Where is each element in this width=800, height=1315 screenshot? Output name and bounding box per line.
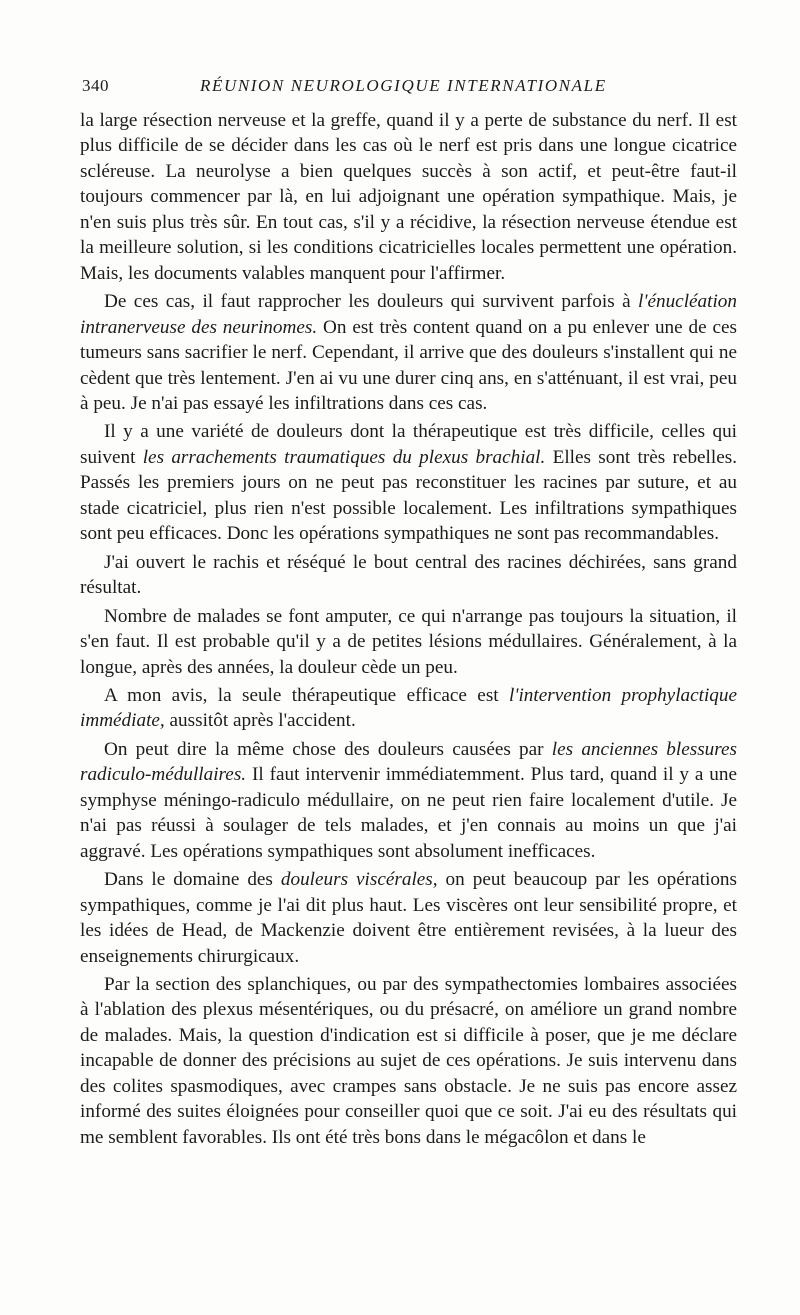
- paragraph-1-text: la large résection nerveuse et la greffe, quand il y a perte de substance du nerf. Il est plus difficile de se décider dans les cas où le nerf est pris dans une longue cicatrice scléreuse. La neurolyse a bien quelques succès à son actif, et peut-être faut-il toujours commencer par là, en lui adjoignant une opération sympathique. Mais, je n'en suis plus très sûr. En tout cas, s'il y a récidive, la résection nerveuse étendue est la meilleure solution, si les conditions cicatricielles locales permettent une opération. Mais, les documents valables manquent pour l'affirmer.: [80, 110, 737, 284]
- paragraph-8: [80, 867, 737, 969]
- paragraph-4: [80, 550, 737, 601]
- paragraph-2-italic: l'énucléation intranerveuse des neurinomes.: [80, 291, 737, 338]
- paragraph-8-text-a: Dans le domaine des: [104, 869, 281, 891]
- paragraph-6-text-b: aussitôt après l'accident.: [164, 710, 356, 732]
- journal-title: RÉUNION NEUROLOGIQUE INTERNATIONALE: [200, 76, 607, 95]
- page-number: 340: [82, 76, 109, 95]
- paragraph-3-text-a: Il y a une variété de douleurs dont la thérapeutique est très difficile, celles qui suivent: [80, 421, 737, 468]
- paragraph-8-text-b: on peut beaucoup par les opérations sympathiques, comme je l'ai dit plus haut. Les viscères ont leur sensibilité propre, et les idées de Head, de Mackenzie doivent être entièrement revisées, à la lueur des enseignements chirurgicaux.: [80, 869, 737, 967]
- paragraph-7-italic: les anciennes blessures radiculo-médullaires.: [80, 738, 738, 786]
- paragraph-6-text-a: A mon avis, la seule thérapeutique efficace est: [104, 684, 510, 706]
- paragraph-2: [80, 289, 737, 416]
- paragraph-6-italic: l'intervention prophylactique immédiate,: [80, 684, 737, 732]
- paragraph-9: [80, 972, 737, 1150]
- paragraph-3-italic: les arrachements traumatiques du plexus brachial.: [142, 446, 546, 468]
- body-text: [80, 108, 737, 1150]
- paragraph-4-text: J'ai ouvert le rachis et réséqué le bout central des racines déchirées, sans grand résultat.: [80, 551, 737, 599]
- paragraph-8-italic: douleurs viscérales,: [280, 869, 438, 891]
- paragraph-2-text-a: De ces cas, il faut rapprocher les douleurs qui survivent parfois à: [104, 291, 639, 313]
- paragraph-6: [80, 683, 737, 734]
- paragraph-3-text-b: Elles sont très rebelles. Passés les premiers jours on ne peut pas reconstituer les racines par suture, et au stade cicatriciel, plus rien n'est possible localement. Les infiltrations sympathiques sont peu efficaces. Donc les opérations sympathiques ne sont pas recommandables.: [80, 446, 737, 545]
- paragraph-7: [80, 737, 737, 864]
- paragraph-1: [80, 108, 737, 286]
- paragraph-7-text-a: On peut dire la même chose des douleurs causées par: [104, 738, 552, 760]
- running-head: [82, 76, 737, 100]
- paragraph-3: [80, 419, 737, 546]
- paragraph-5-text: Nombre de malades se font amputer, ce qui n'arrange pas toujours la situation, il s'en faut. Il est probable qu'il y a de petites lésions médullaires. Généralement, à la longue, après des années, la douleur cède un peu.: [80, 605, 737, 678]
- paragraph-7-text-b: Il faut intervenir immédiatemment. Plus tard, quand il y a une symphyse méningo-radiculo médullaire, on ne peut rien faire localement d'utile. Je n'ai pas réussi à soulager de tels malades, et j'en connais au moins un que j'ai aggravé. Les opérations sympathiques sont absolument inefficaces.: [80, 764, 737, 862]
- paragraph-2-text-b: On est très content quand on a pu enlever une de ces tumeurs sans sacrifier le nerf. Cependant, il arrive que des douleurs s'installent qui ne cèdent que très lentement. J'en ai vu une durer cinq ans, en s'atténuant, il est vrai, peu à peu. Je n'ai pas essayé les infiltrations dans ces cas.: [80, 316, 737, 414]
- paragraph-5: [80, 604, 737, 680]
- paragraph-9-text: Par la section des splanchiques, ou par des sympathectomies lombaires associées à l'ablation des plexus mésentériques, ou du présacré, on améliore un grand nombre de malades. Mais, la question d'indication est si difficile à poser, que je me déclare incapable de donner des précisions au sujet de ces opérations. Je suis intervenu dans des colites spasmodiques, avec crampes sans obstacle. Je ne suis pas encore assez informé des suites éloignées pour conseiller quoi que ce soit. J'ai eu des résultats qui me semblent favorables. Ils ont été très bons dans le mégacôlon et dans le: [80, 973, 737, 1148]
